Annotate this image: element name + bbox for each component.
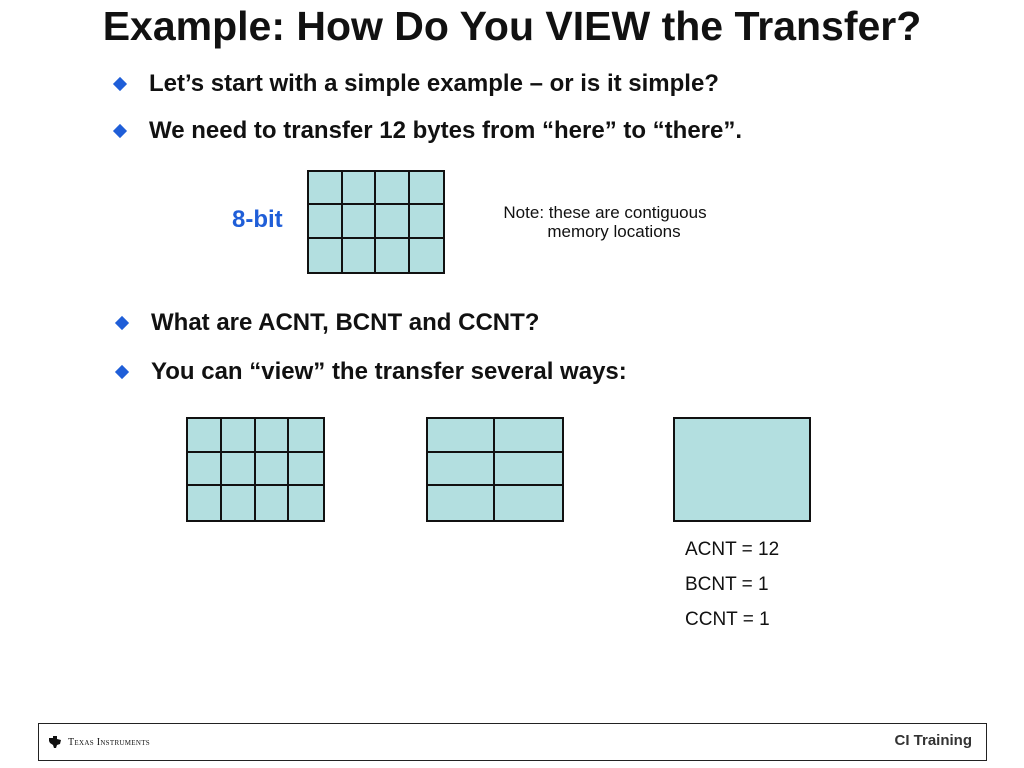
note-line: memory locations <box>547 222 681 241</box>
byte-cell <box>289 486 323 520</box>
byte-cell <box>289 419 323 453</box>
byte-cell <box>343 172 377 205</box>
ti-state-icon <box>48 735 62 749</box>
bullet-diamond-icon <box>113 124 127 138</box>
byte-cell <box>188 453 222 487</box>
byte-cell <box>222 453 256 487</box>
byte-cell <box>376 239 410 272</box>
word-cell <box>495 453 562 487</box>
view-grid-2x3 <box>426 417 564 522</box>
memory-grid-4x3 <box>307 170 445 274</box>
byte-cell <box>222 486 256 520</box>
byte-cell <box>376 172 410 205</box>
byte-cell <box>309 172 343 205</box>
note-line: Note: these are contiguous <box>503 203 707 222</box>
byte-cell <box>289 453 323 487</box>
byte-cell <box>410 205 444 238</box>
byte-cell <box>410 239 444 272</box>
word-cell <box>428 486 495 520</box>
slide-footer <box>38 723 987 761</box>
ti-logo <box>48 735 150 749</box>
block-cell <box>675 419 809 520</box>
byte-cell <box>222 419 256 453</box>
bullet-diamond-icon <box>115 365 129 379</box>
memory-note <box>470 203 740 241</box>
byte-cell <box>188 419 222 453</box>
byte-cell <box>256 419 290 453</box>
byte-cell <box>188 486 222 520</box>
ccnt-value: CCNT = 1 <box>685 609 770 630</box>
bullet-diamond-icon <box>113 77 127 91</box>
count-values <box>685 532 779 637</box>
company-name: Texas Instruments <box>68 736 150 748</box>
byte-cell <box>343 205 377 238</box>
byte-cell <box>256 486 290 520</box>
byte-cell <box>410 172 444 205</box>
footer-label: CI Training <box>894 732 972 749</box>
acnt-value: ACNT = 12 <box>685 539 780 560</box>
byte-cell <box>309 205 343 238</box>
byte-cell <box>309 239 343 272</box>
byte-cell <box>256 453 290 487</box>
view-grid-4x3 <box>186 417 325 522</box>
word-cell <box>428 419 495 453</box>
view-grid-single-block <box>673 417 811 522</box>
word-cell <box>495 419 562 453</box>
byte-cell <box>376 205 410 238</box>
word-cell <box>428 453 495 487</box>
word-cell <box>495 486 562 520</box>
bcnt-value: BCNT = 1 <box>685 574 769 595</box>
bullet-text: Let’s start with a simple example – or is it simple? <box>149 70 719 97</box>
bullet-diamond-icon <box>115 316 129 330</box>
bullet-text: You can “view” the transfer several ways: <box>151 358 627 385</box>
byte-cell <box>343 239 377 272</box>
slide-title: Example: How Do You VIEW the Transfer? <box>102 3 922 49</box>
bullet-text: What are ACNT, BCNT and CCNT? <box>151 309 540 336</box>
bullet-text: We need to transfer 12 bytes from “here” to “there”. <box>149 117 743 144</box>
bit-width-label: 8-bit <box>232 206 283 233</box>
